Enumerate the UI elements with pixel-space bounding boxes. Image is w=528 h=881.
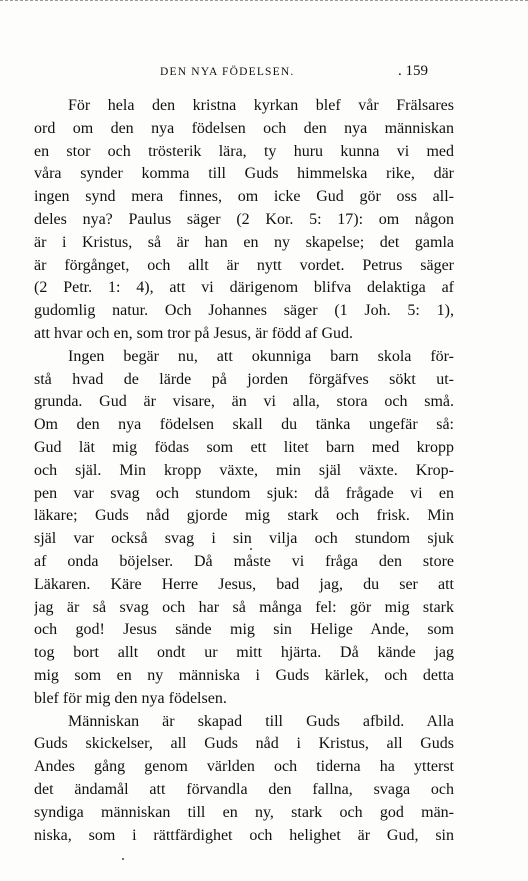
page-number: . 159 — [398, 63, 428, 79]
text-line: (2 Petr. 1: 4), att vi därigenom blifva delaktiga af — [34, 279, 454, 297]
text-line: och själ. Min kropp växte, min själ växte. Krop- — [34, 461, 454, 479]
text-line: pen var svag och stundom sjuk: då frågade vi en — [34, 484, 454, 502]
text-line: syndiga människan till en ny, stark och god män- — [34, 803, 454, 821]
text-line: själ var också svag i sin vilja och stundom sjuk — [34, 530, 454, 548]
text-line: Läkaren. Käre Herre Jesus, bad jag, du ser att — [34, 575, 454, 593]
text-line: blef för mig den nya födelsen. — [34, 689, 227, 707]
text-line: att hvar och en, som tror på Jesus, är född af Gud. — [34, 324, 354, 342]
text-line: deles nya? Paulus säger (2 Kor. 5: 17): om någon — [34, 210, 454, 228]
text-line: grunda. Gud är visare, än vi alla, stora och små. — [34, 393, 454, 411]
text-line: jag är så svag och har så många fel: gör mig stark — [34, 598, 454, 616]
text-line: Ingen begär nu, att okunniga barn skola för- — [68, 347, 454, 365]
text-line: är i Kristus, så är han en ny skapelse; det gamla — [34, 233, 454, 251]
text-line: är förgånget, och allt är nytt vordet. Petrus säger — [34, 256, 454, 274]
text-line: ingen synd mera finnes, om icke Gud gör oss all- — [34, 188, 454, 206]
text-line: Guds skickelser, all Guds nåd i Kristus, all Guds — [34, 735, 454, 753]
text-line: gudomlig natur. Och Johannes säger (1 Joh. 5: 1), — [34, 302, 454, 320]
text-line: Andes gång genom världen och tiderna ha ytterst — [34, 758, 454, 776]
text-line: mig som en ny människa i Guds kärlek, och detta — [34, 666, 454, 684]
text-line: stå hvad de lärde på jorden förgäfves sökt ut- — [34, 370, 454, 388]
text-line: För hela den kristna kyrkan blef vår Frälsares — [68, 97, 454, 114]
running-head: DEN NYA FÖDELSEN. — [160, 66, 295, 78]
text-line: Om den nya födelsen skall du tänka ungefär så: — [34, 416, 454, 434]
text-line: läkare; Guds nåd gjorde mig stark och frisk. Min — [34, 507, 454, 525]
body-text — [34, 95, 454, 847]
print-speck — [250, 548, 252, 550]
text-line: ord om den nya födelsen och den nya människan — [34, 119, 454, 137]
text-line: niska, som i rättfärdighet och helighet är Gud, sin — [34, 826, 454, 844]
top-edge-rule — [0, 0, 528, 1]
text-line: våra synder komma till Guds himmelska rike, där — [34, 165, 454, 183]
text-line: tog bort allt ondt ur mitt hjärta. Då kände jag — [34, 644, 454, 662]
text-line: det ändamål att förvandla den fallna, svaga och — [34, 780, 454, 798]
print-speck — [122, 858, 124, 860]
text-line: en stor och trösterik lära, ty huru kunna vi med — [34, 142, 454, 160]
text-line: och god! Jesus sände mig sin Helige Ande, som — [34, 621, 454, 639]
text-line: af onda böjelser. Då måste vi fråga den store — [34, 552, 454, 570]
text-line: Människan är skapad till Guds afbild. Alla — [68, 712, 454, 730]
text-line: Gud lät mig födas som ett litet barn med kropp — [34, 438, 454, 456]
